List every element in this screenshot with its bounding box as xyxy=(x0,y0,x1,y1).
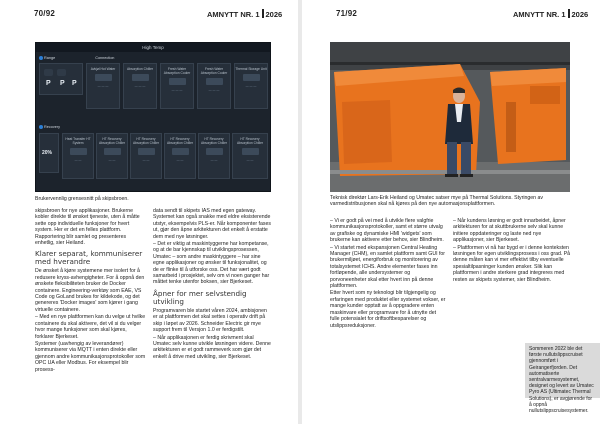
status-dot-icon xyxy=(39,56,43,60)
dashboard-section-recovery: Recovery xyxy=(38,123,268,131)
indicator-box xyxy=(44,69,53,76)
recovery-panel: HT Recovery Absorption Chiller — — xyxy=(164,133,196,179)
right-page xyxy=(302,0,600,424)
status-dot-icon xyxy=(39,125,43,129)
unit-icon xyxy=(172,148,189,155)
recovery-panel: Heat Transfer HT System — — xyxy=(62,133,94,179)
paragraph: Programvaren ble startet våren 2024, ambisjonen er at plattformen det skal settes i operativ drift på skip i løpet av 2026. Schneider Electric gir mye support frem til Versjon 1.0 er ferdigstilt. xyxy=(153,307,267,334)
unit-icon xyxy=(70,148,87,155)
dashboard-title: High Temp xyxy=(36,43,270,52)
unit-panel: Avkjøl Hot Water — — — xyxy=(86,63,120,109)
unit-icon xyxy=(243,74,260,81)
paragraph: skipsbroen for nye applikasjoner. Brukerne kobler direkte til ønsket tjeneste, uten å måtte sette opp individuelle funksjoner for hvert system. Her er det en felles plattform. Rapportering blir samlet og presenteres enhetlig, sier Heiland. xyxy=(35,208,140,247)
indicator-box xyxy=(57,69,66,76)
magazine-year: 2026 xyxy=(265,10,283,19)
magazine-year: 2026 xyxy=(571,10,589,19)
paragraph: – Plattformen vi nå har bygd er i denne konteksten løsningen for egen utviklingsprosess i oss grad. På denne måten kan vi mer effektivt tilby eventuelle spesialtilpasninger kunden ønsker. Slik kan plattformen i andre sterkere grad integreres med resten av skipets systemer, sier Blindheim. xyxy=(453,244,571,283)
article-column-2 xyxy=(453,218,573,284)
unit-panel: Absorption Chiller — — — xyxy=(123,63,157,109)
paragraph: – Vi startet med ekspansjonen Central Heating Manager (CHM), en samlet plattform samt GUI for brukermiljøet, energiforbruk og monitorering av totalsystemet ICHS. Andre elementer fases inn fortløpende, alle undersystemer og porvoneenheter skal etter hvert inn på denne plattformen. xyxy=(330,244,446,290)
paragraph: data sendt til skipets IAS med egen gateway. Systemet kan også snakke med eldre eksisterende utstyr, eksempelvis PLS-er. Når komponenter fases ut, gjør den åpne arkitekturen det enkelt å erstatte dem med nye løsninger. xyxy=(153,208,271,240)
magazine-name: AMNYTT NR. 1 xyxy=(207,10,260,19)
unit-icon xyxy=(242,148,259,155)
unit-icon xyxy=(206,78,223,85)
paragraph: – Med en nye plattformen kan du velge ut hvilke containere du skal aktivere, det vil si du velger hvor mange funksjoner som skal kjøres, forklarer Bjerkeset. xyxy=(35,314,146,340)
magazine-title xyxy=(207,9,282,19)
unit-icon xyxy=(206,148,223,155)
paragraph: – Når applikasjonen er ferdig skrivment skal Umatec selv kunne utvikle løsningen videre. Denne arkitekturen er et godt rammeverk som gjør det enkelt å drive med utvikling, sier Bjerkeset. xyxy=(153,334,271,360)
p-indicator: P xyxy=(72,80,77,87)
unit-icon xyxy=(104,148,121,155)
p-indicator: P xyxy=(46,80,51,87)
paragraph: – Når kundens løsning er godt innarbeidet, åpner arkitekturen for at skuttbrukerne selv skal kunne initiere oppdateringer og laste ned nye applikasjoner, sier Bjerkeset. xyxy=(453,218,566,244)
fact-box: Sommeren 2022 ble det første nullutslippscruiset gjennomført i Geirangerfjorden. Det automatiserte sentralvarmesystemet, designet og levert av Umatec Pyro AS (Ultimatec Thermal Solutions), er avgjørende for å oppnå nullutslippscruisesystemer. xyxy=(525,343,600,398)
unit-icon xyxy=(95,74,112,81)
right-header xyxy=(302,7,600,21)
image-caption: Brukervennlig grensesnitt på skipsbroen. xyxy=(35,196,129,202)
recovery-panel: HT Recovery Absorption Chiller — — xyxy=(232,133,268,179)
range-panel xyxy=(39,63,83,95)
recovery-panel: HT Recovery Absorption Chiller — — xyxy=(96,133,128,179)
unit-icon xyxy=(132,74,149,81)
left-header xyxy=(0,7,298,21)
image-caption: Teknisk direktør Lars-Erik Heiland og Umatec satser mye på Thermal Solutions. Styringen av varmedistribusjonen skal nå kjøres på den nye automasjonsplattformen. xyxy=(330,195,543,208)
article-column-1 xyxy=(35,208,147,374)
paragraph: – Det er viktig at maskintyggerne har kompetanse, og at de bar kjennskap til utviklingsprosessen, Umatec – som andre maskintyggere – har sine egne applikasjoner og ønsker til funksjonalitet, og de er flinke til å utforske oss. Det har vært godt samarbeid i prosjektet, selv om vi noen ganger har måttet tenke utenfor boksen, sier Bjerkeset. xyxy=(153,241,270,286)
paragraph: Systemer (uavhengig av leverandører) kommuniserer via MQTT i enten direkte eller gjennom andre kommunikasjonsprotokoller som OPC UA eller Modbus. For eksempel blir prosess- xyxy=(35,340,146,373)
magazine-name: AMNYTT NR. 1 xyxy=(513,10,566,19)
unit-panel: Fresh Water Absorption Cooler — — — xyxy=(197,63,231,109)
left-page xyxy=(0,0,298,424)
p-indicator: P xyxy=(60,80,65,87)
unit-panel: Fresh Water Absorption Cooler — — — xyxy=(160,63,194,109)
recovery-panel: HT Recovery Absorption Chiller — — xyxy=(130,133,162,179)
recovery-percent: 20% xyxy=(42,150,53,156)
hmi-dashboard-image xyxy=(35,42,271,192)
paragraph: De ønsket å kjøre systemene mer isolert for å redusere kryss-avhengigheter. For å oppnå den ønskete fleksibiliteten bruker de Docker containere. Engineering-verktøy som EAE, VS Code og GoLand brukes for kildekode, og det genereres 'Docker images' som kjører i gang virtuelle containere. xyxy=(35,268,145,313)
unit-panel: Thermal Storage Unit — — — xyxy=(234,63,268,109)
magazine-title xyxy=(513,9,588,19)
paragraph: – Vi er godt på vei med å utvikle flere valgfrie kommunikasjonsprotokoller, samt et større utvalg av grafiske og dynamiske HMI 'widgets' som brukerne kan aktivere etter behov, sier Blindheim. xyxy=(330,218,444,244)
page-number: 71/92 xyxy=(336,9,358,18)
separator-bar xyxy=(568,9,570,18)
page-number: 70/92 xyxy=(34,9,56,18)
article-column-2 xyxy=(153,208,271,361)
unit-icon xyxy=(169,78,186,85)
paragraph: Etter hvert som ny teknologi blir tilgjengelig og erfaringen med produktet eller systemet vokser, er mange kunder opptatt av å oppgradere enten maskinvare eller programvare for å utnytte det fulle potensialet for driftsoftbesparelser og utslippsreduksjoner. xyxy=(330,290,446,329)
subheading: Klarer separat, kommuniserer med hverandre xyxy=(35,249,143,267)
recovery-summary xyxy=(39,133,59,173)
portrait-photo xyxy=(330,42,570,192)
separator-bar xyxy=(262,9,264,18)
subheading: Åpner for mer selvstendig utvikling xyxy=(153,288,247,306)
photo-illustration xyxy=(330,42,570,192)
unit-icon xyxy=(138,148,155,155)
recovery-panel: HT Recovery Absorption Chiller — — xyxy=(198,133,230,179)
dashboard-section-range: Range Connection xyxy=(38,54,268,62)
article-column-1 xyxy=(330,218,446,330)
